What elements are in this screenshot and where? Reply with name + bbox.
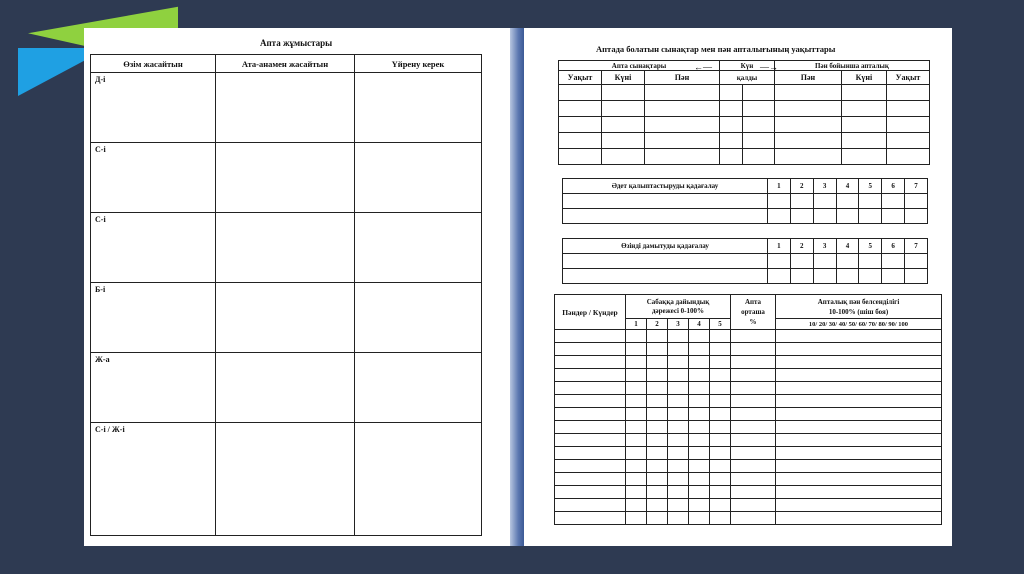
preparation-header: Сабаққа дайындық дәрежесі 0-100% bbox=[626, 295, 731, 319]
table-cell[interactable] bbox=[563, 254, 768, 269]
table-cell[interactable] bbox=[774, 85, 841, 101]
day-number: 6 bbox=[882, 239, 905, 254]
table-cell[interactable] bbox=[626, 473, 647, 486]
table-cell[interactable] bbox=[743, 117, 775, 133]
table-cell[interactable] bbox=[859, 269, 882, 284]
table-cell[interactable] bbox=[645, 149, 720, 165]
table-cell[interactable] bbox=[886, 101, 929, 117]
table-cell[interactable] bbox=[886, 149, 929, 165]
table-cell[interactable] bbox=[626, 343, 647, 356]
table-cell[interactable] bbox=[647, 434, 668, 447]
header-date-right: Күні bbox=[841, 71, 886, 85]
activity-scale: 10/ 20/ 30/ 40/ 50/ 60/ 70/ 80/ 90/ 100 bbox=[776, 319, 942, 330]
day-cell: С-і / Ж-і bbox=[91, 423, 216, 536]
arrow-right-icon: —→ bbox=[760, 62, 778, 72]
table-cell[interactable] bbox=[776, 369, 942, 382]
table-cell[interactable] bbox=[626, 434, 647, 447]
table-cell[interactable] bbox=[668, 382, 689, 395]
table-cell[interactable] bbox=[555, 473, 626, 486]
table-cell[interactable] bbox=[774, 149, 841, 165]
table-cell[interactable] bbox=[710, 408, 731, 421]
table-cell[interactable] bbox=[710, 434, 731, 447]
table-cell[interactable] bbox=[626, 486, 647, 499]
table-cell[interactable] bbox=[647, 499, 668, 512]
table-cell[interactable] bbox=[602, 117, 645, 133]
table-cell[interactable] bbox=[563, 209, 768, 224]
table-cell[interactable] bbox=[555, 356, 626, 369]
table-cell[interactable] bbox=[555, 486, 626, 499]
table-cell[interactable] bbox=[774, 101, 841, 117]
table-cell[interactable] bbox=[668, 330, 689, 343]
table-cell[interactable] bbox=[768, 269, 791, 284]
arrow-left-icon: ←— bbox=[694, 62, 712, 72]
table-cell[interactable] bbox=[859, 254, 882, 269]
table-cell[interactable] bbox=[645, 117, 720, 133]
day-cell: Ж-а bbox=[91, 353, 216, 423]
table-cell[interactable] bbox=[776, 473, 942, 486]
table-cell[interactable] bbox=[626, 382, 647, 395]
table-cell[interactable] bbox=[555, 499, 626, 512]
table-cell[interactable] bbox=[555, 460, 626, 473]
table-cell[interactable] bbox=[668, 369, 689, 382]
prep-number: 2 bbox=[647, 319, 668, 330]
table-cell[interactable] bbox=[731, 382, 776, 395]
table-cell[interactable] bbox=[668, 499, 689, 512]
table-cell[interactable] bbox=[216, 73, 355, 143]
table-cell[interactable] bbox=[645, 85, 720, 101]
table-cell[interactable] bbox=[668, 408, 689, 421]
table-cell[interactable] bbox=[776, 343, 942, 356]
table-cell[interactable] bbox=[905, 254, 928, 269]
day-number: 2 bbox=[790, 239, 813, 254]
table-cell[interactable] bbox=[647, 512, 668, 525]
table-cell[interactable] bbox=[841, 149, 886, 165]
left-page bbox=[84, 28, 510, 546]
header-time-right: Уақыт bbox=[886, 71, 929, 85]
table-cell[interactable] bbox=[731, 395, 776, 408]
table-cell[interactable] bbox=[647, 421, 668, 434]
table-cell[interactable] bbox=[836, 269, 859, 284]
table-cell[interactable] bbox=[602, 85, 645, 101]
table-cell[interactable] bbox=[559, 117, 602, 133]
header-to-learn: Үйрену керек bbox=[355, 55, 482, 73]
table-cell[interactable] bbox=[647, 408, 668, 421]
table-cell[interactable] bbox=[602, 149, 645, 165]
sub-header-tests: Апта сынақтары bbox=[559, 61, 720, 71]
table-cell[interactable] bbox=[731, 408, 776, 421]
table-cell[interactable] bbox=[355, 143, 482, 213]
day-number: 3 bbox=[813, 179, 836, 194]
table-cell[interactable] bbox=[905, 194, 928, 209]
table-cell[interactable] bbox=[559, 133, 602, 149]
header-time: Уақыт bbox=[559, 71, 602, 85]
table-cell[interactable] bbox=[555, 434, 626, 447]
table-cell[interactable] bbox=[886, 85, 929, 101]
table-cell[interactable] bbox=[555, 512, 626, 525]
table-cell[interactable] bbox=[776, 330, 942, 343]
table-cell[interactable] bbox=[668, 356, 689, 369]
weekly-average-header: Апта орташа % bbox=[731, 295, 776, 330]
page-spine bbox=[510, 28, 524, 546]
table-cell[interactable] bbox=[731, 447, 776, 460]
day-number: 5 bbox=[859, 179, 882, 194]
table-cell[interactable] bbox=[859, 194, 882, 209]
table-cell[interactable] bbox=[626, 447, 647, 460]
table-cell[interactable] bbox=[731, 486, 776, 499]
table-cell[interactable] bbox=[710, 499, 731, 512]
header-left-days: қалды bbox=[720, 71, 775, 85]
table-cell[interactable] bbox=[720, 85, 743, 101]
table-cell[interactable] bbox=[768, 194, 791, 209]
table-cell[interactable] bbox=[626, 395, 647, 408]
table-cell[interactable] bbox=[689, 330, 710, 343]
habit-tracking-table bbox=[562, 178, 928, 224]
prep-number: 5 bbox=[710, 319, 731, 330]
table-cell[interactable] bbox=[776, 499, 942, 512]
prep-number: 1 bbox=[626, 319, 647, 330]
table-cell[interactable] bbox=[559, 85, 602, 101]
header-subject-right: Пән bbox=[774, 71, 841, 85]
table-cell[interactable] bbox=[720, 101, 743, 117]
table-cell[interactable] bbox=[647, 356, 668, 369]
table-cell[interactable] bbox=[216, 423, 355, 536]
table-cell[interactable] bbox=[216, 143, 355, 213]
table-cell[interactable] bbox=[355, 73, 482, 143]
table-cell[interactable] bbox=[743, 85, 775, 101]
table-cell[interactable] bbox=[743, 133, 775, 149]
table-cell[interactable] bbox=[626, 369, 647, 382]
right-page bbox=[524, 28, 952, 546]
table-cell[interactable] bbox=[689, 408, 710, 421]
table-cell[interactable] bbox=[905, 269, 928, 284]
table-cell[interactable] bbox=[355, 423, 482, 536]
sub-header-days: Күн bbox=[720, 61, 775, 71]
table-cell[interactable] bbox=[602, 133, 645, 149]
table-cell[interactable] bbox=[689, 343, 710, 356]
table-cell[interactable] bbox=[859, 209, 882, 224]
table-cell[interactable] bbox=[355, 283, 482, 353]
day-number: 5 bbox=[859, 239, 882, 254]
weekly-tasks-table bbox=[90, 54, 482, 536]
table-cell[interactable] bbox=[689, 486, 710, 499]
table-cell[interactable] bbox=[689, 369, 710, 382]
table-cell[interactable] bbox=[776, 486, 942, 499]
table-cell[interactable] bbox=[559, 149, 602, 165]
left-page-title: Апта жұмыстары bbox=[260, 38, 333, 48]
table-cell[interactable] bbox=[647, 382, 668, 395]
table-cell[interactable] bbox=[645, 101, 720, 117]
table-cell[interactable] bbox=[776, 356, 942, 369]
table-cell[interactable] bbox=[731, 330, 776, 343]
table-cell[interactable] bbox=[790, 194, 813, 209]
table-cell[interactable] bbox=[626, 421, 647, 434]
table-cell[interactable] bbox=[731, 512, 776, 525]
table-cell[interactable] bbox=[813, 194, 836, 209]
table-cell[interactable] bbox=[626, 460, 647, 473]
table-cell[interactable] bbox=[743, 149, 775, 165]
table-cell[interactable] bbox=[216, 283, 355, 353]
table-cell[interactable] bbox=[689, 460, 710, 473]
table-cell[interactable] bbox=[710, 395, 731, 408]
day-number: 7 bbox=[905, 239, 928, 254]
day-cell: С-і bbox=[91, 213, 216, 283]
table-cell[interactable] bbox=[710, 356, 731, 369]
table-cell[interactable] bbox=[776, 382, 942, 395]
activity-header: Апталық пән белсенділігі 10-100% (шіш боя) bbox=[776, 295, 942, 319]
table-cell[interactable] bbox=[841, 101, 886, 117]
day-number: 7 bbox=[905, 179, 928, 194]
day-number: 4 bbox=[836, 239, 859, 254]
table-cell[interactable] bbox=[689, 447, 710, 460]
table-cell[interactable] bbox=[710, 447, 731, 460]
table-cell[interactable] bbox=[768, 209, 791, 224]
day-number: 1 bbox=[768, 239, 791, 254]
table-cell[interactable] bbox=[774, 117, 841, 133]
table-cell[interactable] bbox=[668, 473, 689, 486]
tests-schedule-table bbox=[558, 60, 930, 165]
table-cell[interactable] bbox=[776, 447, 942, 460]
table-cell[interactable] bbox=[645, 133, 720, 149]
table-cell[interactable] bbox=[216, 353, 355, 423]
day-cell: С-і bbox=[91, 143, 216, 213]
table-cell[interactable] bbox=[882, 194, 905, 209]
table-cell[interactable] bbox=[813, 269, 836, 284]
table-cell[interactable] bbox=[602, 101, 645, 117]
table-cell[interactable] bbox=[668, 421, 689, 434]
table-cell[interactable] bbox=[790, 209, 813, 224]
table-cell[interactable] bbox=[555, 343, 626, 356]
table-cell[interactable] bbox=[813, 209, 836, 224]
table-cell[interactable] bbox=[668, 512, 689, 525]
table-cell[interactable] bbox=[668, 343, 689, 356]
day-cell: Б-і bbox=[91, 283, 216, 353]
table-cell[interactable] bbox=[626, 512, 647, 525]
table-cell[interactable] bbox=[905, 209, 928, 224]
table-cell[interactable] bbox=[776, 408, 942, 421]
table-cell[interactable] bbox=[790, 254, 813, 269]
table-cell[interactable] bbox=[836, 254, 859, 269]
table-cell[interactable] bbox=[710, 421, 731, 434]
table-cell[interactable] bbox=[555, 395, 626, 408]
table-cell[interactable] bbox=[720, 133, 743, 149]
table-cell[interactable] bbox=[555, 382, 626, 395]
day-cell: Д-і bbox=[91, 73, 216, 143]
table-cell[interactable] bbox=[647, 369, 668, 382]
table-cell[interactable] bbox=[731, 460, 776, 473]
table-cell[interactable] bbox=[731, 343, 776, 356]
table-cell[interactable] bbox=[836, 209, 859, 224]
sub-header-subject-week: Пән бойынша апталық bbox=[774, 61, 929, 71]
table-cell[interactable] bbox=[841, 117, 886, 133]
table-cell[interactable] bbox=[355, 213, 482, 283]
table-cell[interactable] bbox=[626, 330, 647, 343]
table-cell[interactable] bbox=[776, 421, 942, 434]
header-with-parents: Ата-анамен жасайтын bbox=[216, 55, 355, 73]
table-cell[interactable] bbox=[626, 408, 647, 421]
table-cell[interactable] bbox=[743, 101, 775, 117]
habit-label: Әдет қалыптастыруды қадағалау bbox=[563, 179, 768, 194]
table-cell[interactable] bbox=[555, 421, 626, 434]
table-cell[interactable] bbox=[668, 447, 689, 460]
prep-number: 4 bbox=[689, 319, 710, 330]
table-cell[interactable] bbox=[689, 499, 710, 512]
table-cell[interactable] bbox=[689, 395, 710, 408]
table-cell[interactable] bbox=[647, 343, 668, 356]
table-cell[interactable] bbox=[689, 473, 710, 486]
table-cell[interactable] bbox=[563, 269, 768, 284]
table-cell[interactable] bbox=[720, 117, 743, 133]
table-cell[interactable] bbox=[668, 460, 689, 473]
table-cell[interactable] bbox=[776, 434, 942, 447]
table-cell[interactable] bbox=[563, 194, 768, 209]
table-cell[interactable] bbox=[836, 194, 859, 209]
table-cell[interactable] bbox=[668, 434, 689, 447]
table-cell[interactable] bbox=[647, 460, 668, 473]
table-cell[interactable] bbox=[731, 369, 776, 382]
header-date: Күні bbox=[602, 71, 645, 85]
table-cell[interactable] bbox=[668, 486, 689, 499]
table-cell[interactable] bbox=[626, 356, 647, 369]
table-cell[interactable] bbox=[689, 382, 710, 395]
table-cell[interactable] bbox=[689, 356, 710, 369]
subject-preparation-table bbox=[554, 294, 942, 525]
day-number: 2 bbox=[790, 179, 813, 194]
table-cell[interactable] bbox=[555, 408, 626, 421]
table-cell[interactable] bbox=[882, 269, 905, 284]
table-cell[interactable] bbox=[355, 353, 482, 423]
table-cell[interactable] bbox=[774, 133, 841, 149]
table-cell[interactable] bbox=[647, 473, 668, 486]
table-cell[interactable] bbox=[882, 209, 905, 224]
table-cell[interactable] bbox=[710, 330, 731, 343]
table-cell[interactable] bbox=[710, 473, 731, 486]
table-cell[interactable] bbox=[555, 447, 626, 460]
day-number: 4 bbox=[836, 179, 859, 194]
table-cell[interactable] bbox=[768, 254, 791, 269]
self-development-table bbox=[562, 238, 928, 284]
table-cell[interactable] bbox=[647, 447, 668, 460]
table-cell[interactable] bbox=[710, 369, 731, 382]
table-cell[interactable] bbox=[689, 421, 710, 434]
day-number: 6 bbox=[882, 179, 905, 194]
table-cell[interactable] bbox=[720, 149, 743, 165]
table-cell[interactable] bbox=[216, 213, 355, 283]
table-cell[interactable] bbox=[710, 343, 731, 356]
table-cell[interactable] bbox=[689, 434, 710, 447]
table-cell[interactable] bbox=[776, 460, 942, 473]
header-self: Өзім жасайтын bbox=[91, 55, 216, 73]
right-page-title: Аптада болатын сынақтар мен пән апталығының уақыттары bbox=[596, 44, 836, 54]
table-cell[interactable] bbox=[886, 133, 929, 149]
table-cell[interactable] bbox=[668, 395, 689, 408]
table-cell[interactable] bbox=[626, 499, 647, 512]
table-cell[interactable] bbox=[776, 512, 942, 525]
table-cell[interactable] bbox=[710, 460, 731, 473]
subjects-days-header: Пәндер / Күндер bbox=[555, 295, 626, 330]
day-number: 3 bbox=[813, 239, 836, 254]
table-cell[interactable] bbox=[555, 330, 626, 343]
table-cell[interactable] bbox=[647, 486, 668, 499]
table-cell[interactable] bbox=[731, 421, 776, 434]
table-cell[interactable] bbox=[841, 85, 886, 101]
table-cell[interactable] bbox=[710, 486, 731, 499]
table-cell[interactable] bbox=[647, 330, 668, 343]
table-cell[interactable] bbox=[776, 395, 942, 408]
table-cell[interactable] bbox=[813, 254, 836, 269]
table-cell[interactable] bbox=[555, 369, 626, 382]
table-cell[interactable] bbox=[647, 395, 668, 408]
table-cell[interactable] bbox=[731, 434, 776, 447]
header-subject: Пән bbox=[645, 71, 720, 85]
table-cell[interactable] bbox=[841, 133, 886, 149]
table-cell[interactable] bbox=[559, 101, 602, 117]
table-cell[interactable] bbox=[886, 117, 929, 133]
table-cell[interactable] bbox=[689, 512, 710, 525]
table-cell[interactable] bbox=[731, 473, 776, 486]
day-number: 1 bbox=[768, 179, 791, 194]
table-cell[interactable] bbox=[790, 269, 813, 284]
self-dev-label: Өзінді дамытуды қадағалау bbox=[563, 239, 768, 254]
table-cell[interactable] bbox=[710, 512, 731, 525]
table-cell[interactable] bbox=[731, 499, 776, 512]
table-cell[interactable] bbox=[882, 254, 905, 269]
prep-number: 3 bbox=[668, 319, 689, 330]
table-cell[interactable] bbox=[731, 356, 776, 369]
table-cell[interactable] bbox=[710, 382, 731, 395]
